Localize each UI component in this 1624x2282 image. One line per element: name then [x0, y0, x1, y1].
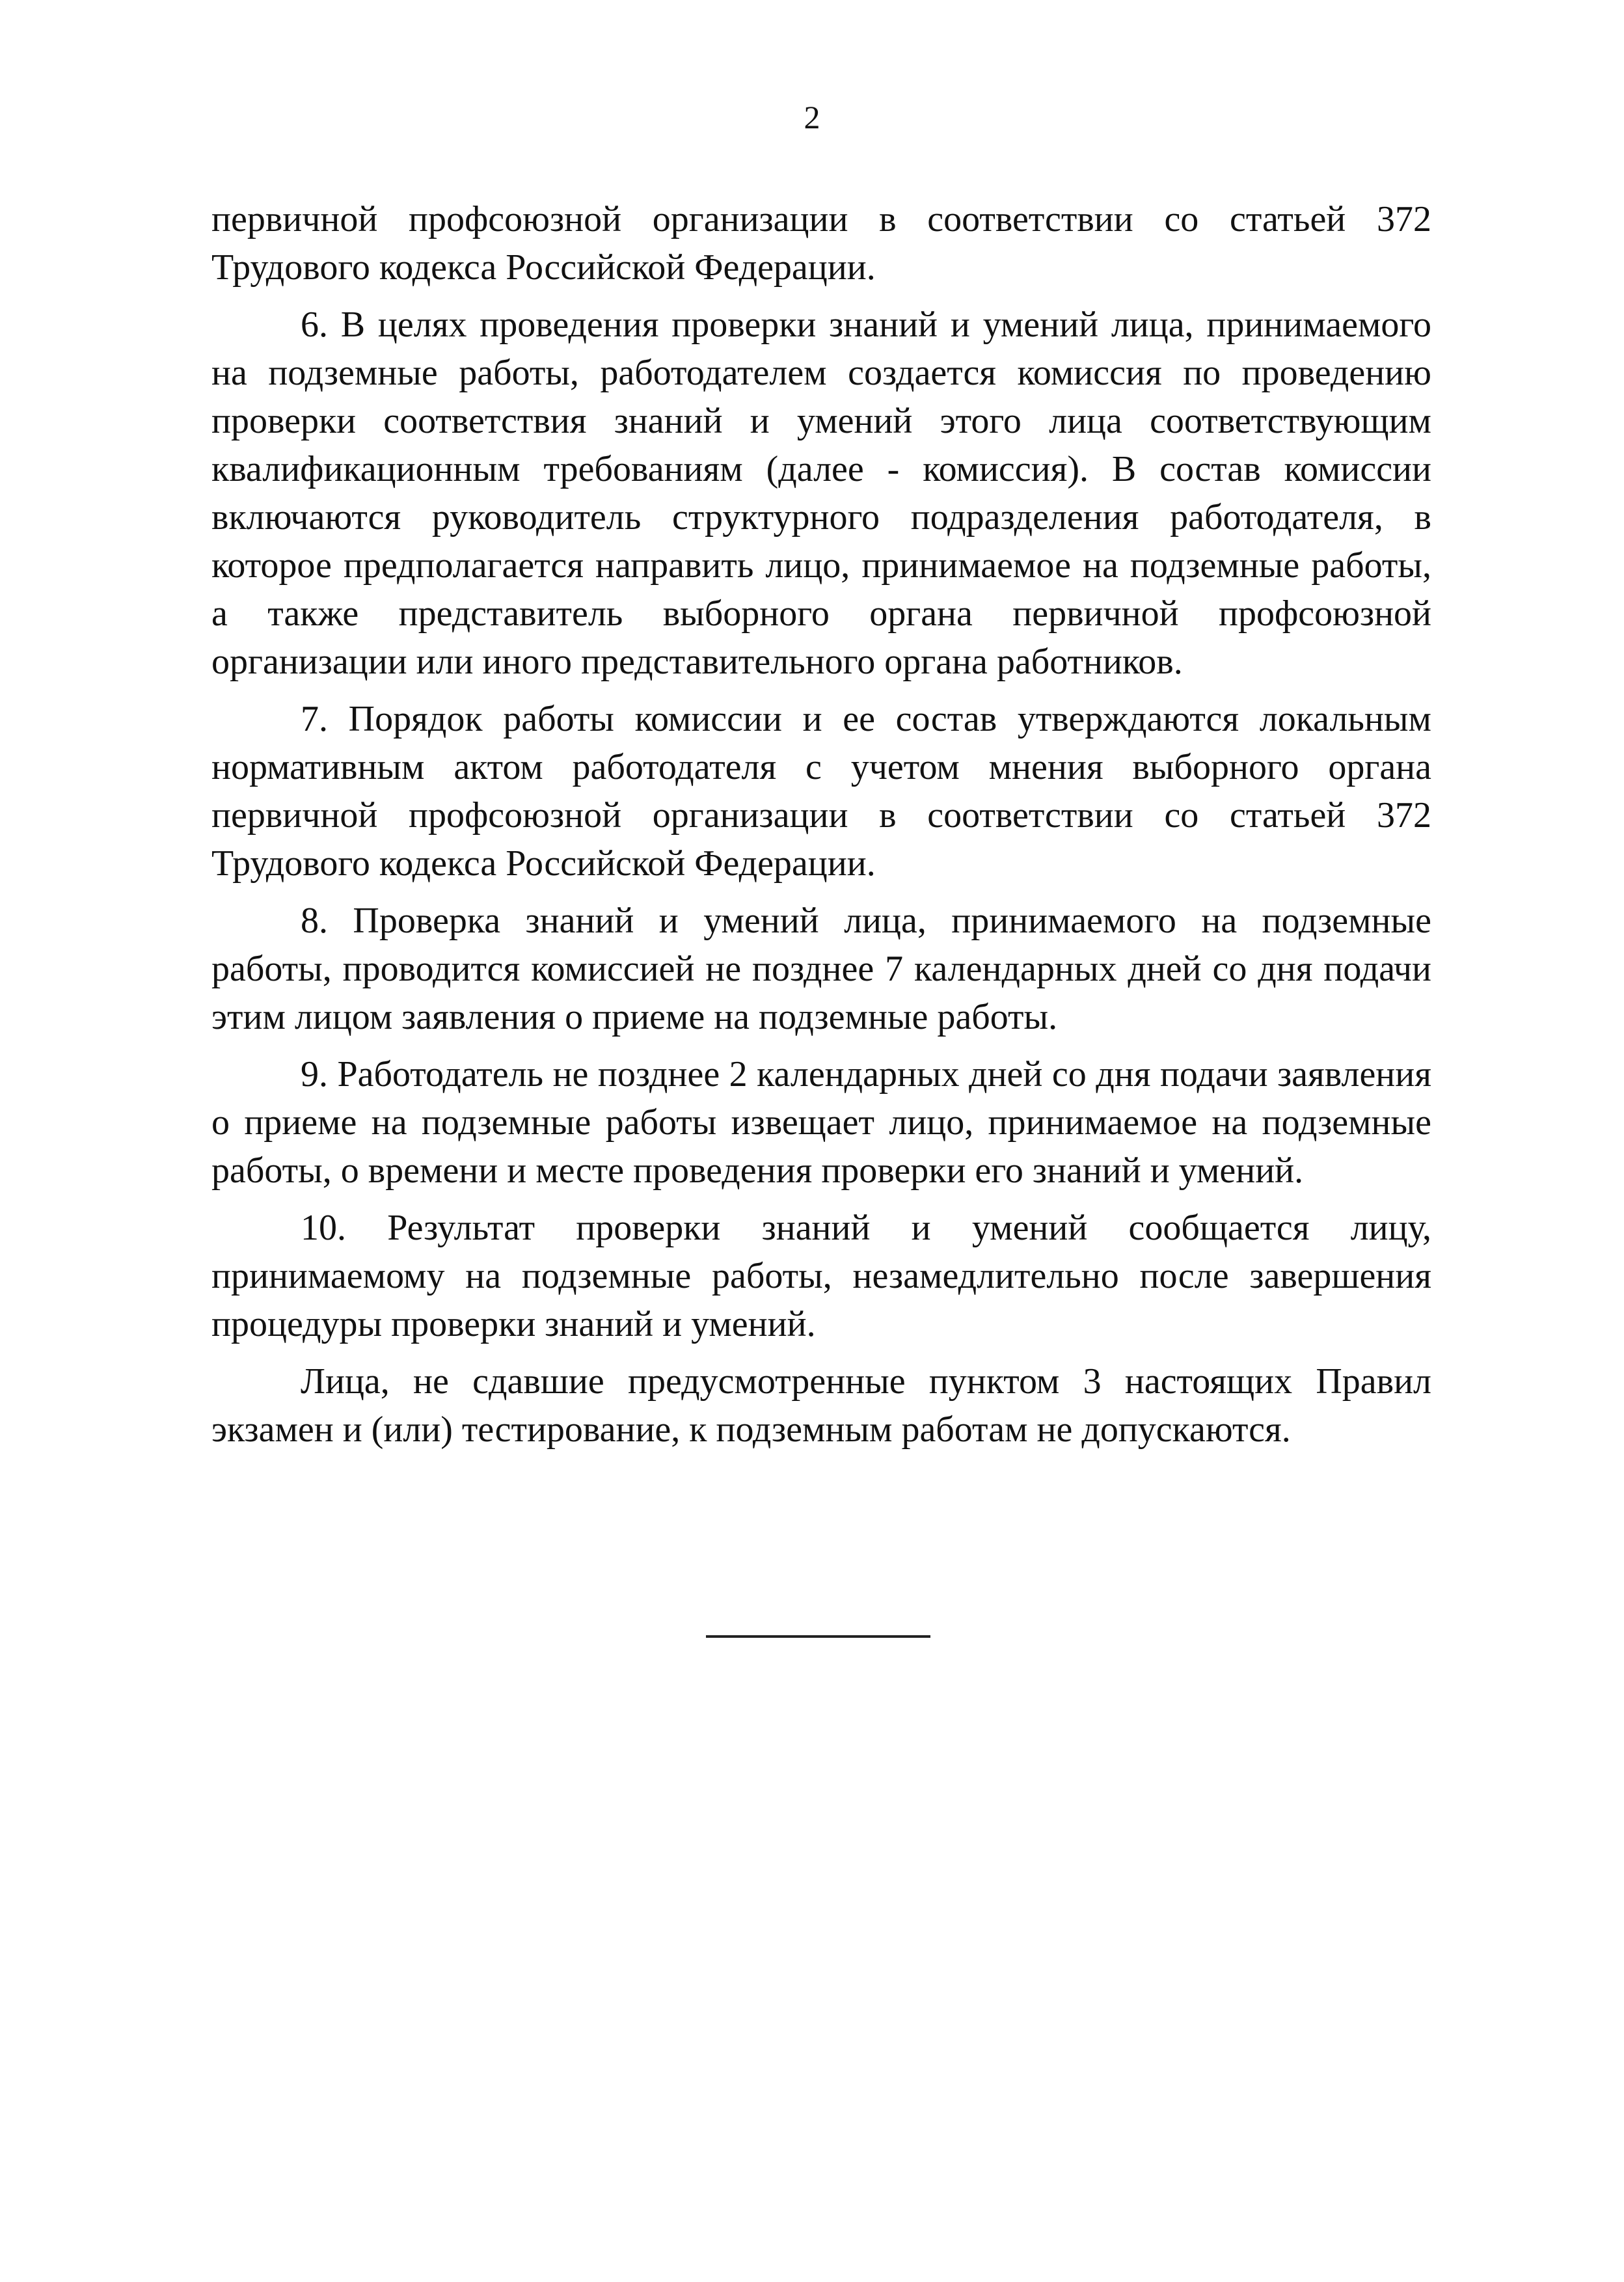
paragraph-continuation: первичной профсоюзной организации в соответствии со статьей 372 Трудового кодекса Российской Федерации. — [211, 199, 1431, 288]
paragraph-item-8: 8. Проверка знаний и умений лица, принимаемого на подземные работы, проводится комиссией не позднее 7 календарных дней со дня подачи этим лицом заявления о приеме на подземные работы. — [211, 901, 1431, 1037]
page-number: 2 — [804, 99, 820, 135]
paragraph-item-6: 6. В целях проведения проверки знаний и умений лица, принимаемого на подземные работы, работодателем создается комиссия по проведению проверки соответствия знаний и умений этого лица соответствующим квалификационным требованиям (далее - комиссия). В состав комиссии включаются руководитель структурного подразделения работодателя, в которое предполагается направить лицо, принимаемое на подземные работы, а также представитель выборного органа первичной профсоюзной организации или иного представительного органа работников. — [211, 305, 1431, 682]
closing-divider — [706, 1635, 930, 1638]
paragraph-final-note: Лица, не сдавшие предусмотренные пунктом 3 настоящих Правил экзамен и (или) тестирование, к подземным работам не допускаются. — [211, 1361, 1431, 1450]
document-body — [211, 195, 1431, 1463]
paragraph-item-7: 7. Порядок работы комиссии и ее состав утверждаются локальным нормативным актом работодателя с учетом мнения выборного органа первичной профсоюзной организации в соответствии со статьей 372 Трудового кодекса Российской Федерации. — [211, 699, 1431, 884]
paragraph-item-9: 9. Работодатель не позднее 2 календарных дней со дня подачи заявления о приеме на подземные работы извещает лицо, принимаемое на подземные работы, о времени и месте проведения проверки его знаний и умений. — [211, 1054, 1431, 1191]
paragraph-item-10: 10. Результат проверки знаний и умений сообщается лицу, принимаемому на подземные работы, незамедлительно после завершения процедуры проверки знаний и умений. — [211, 1208, 1431, 1344]
